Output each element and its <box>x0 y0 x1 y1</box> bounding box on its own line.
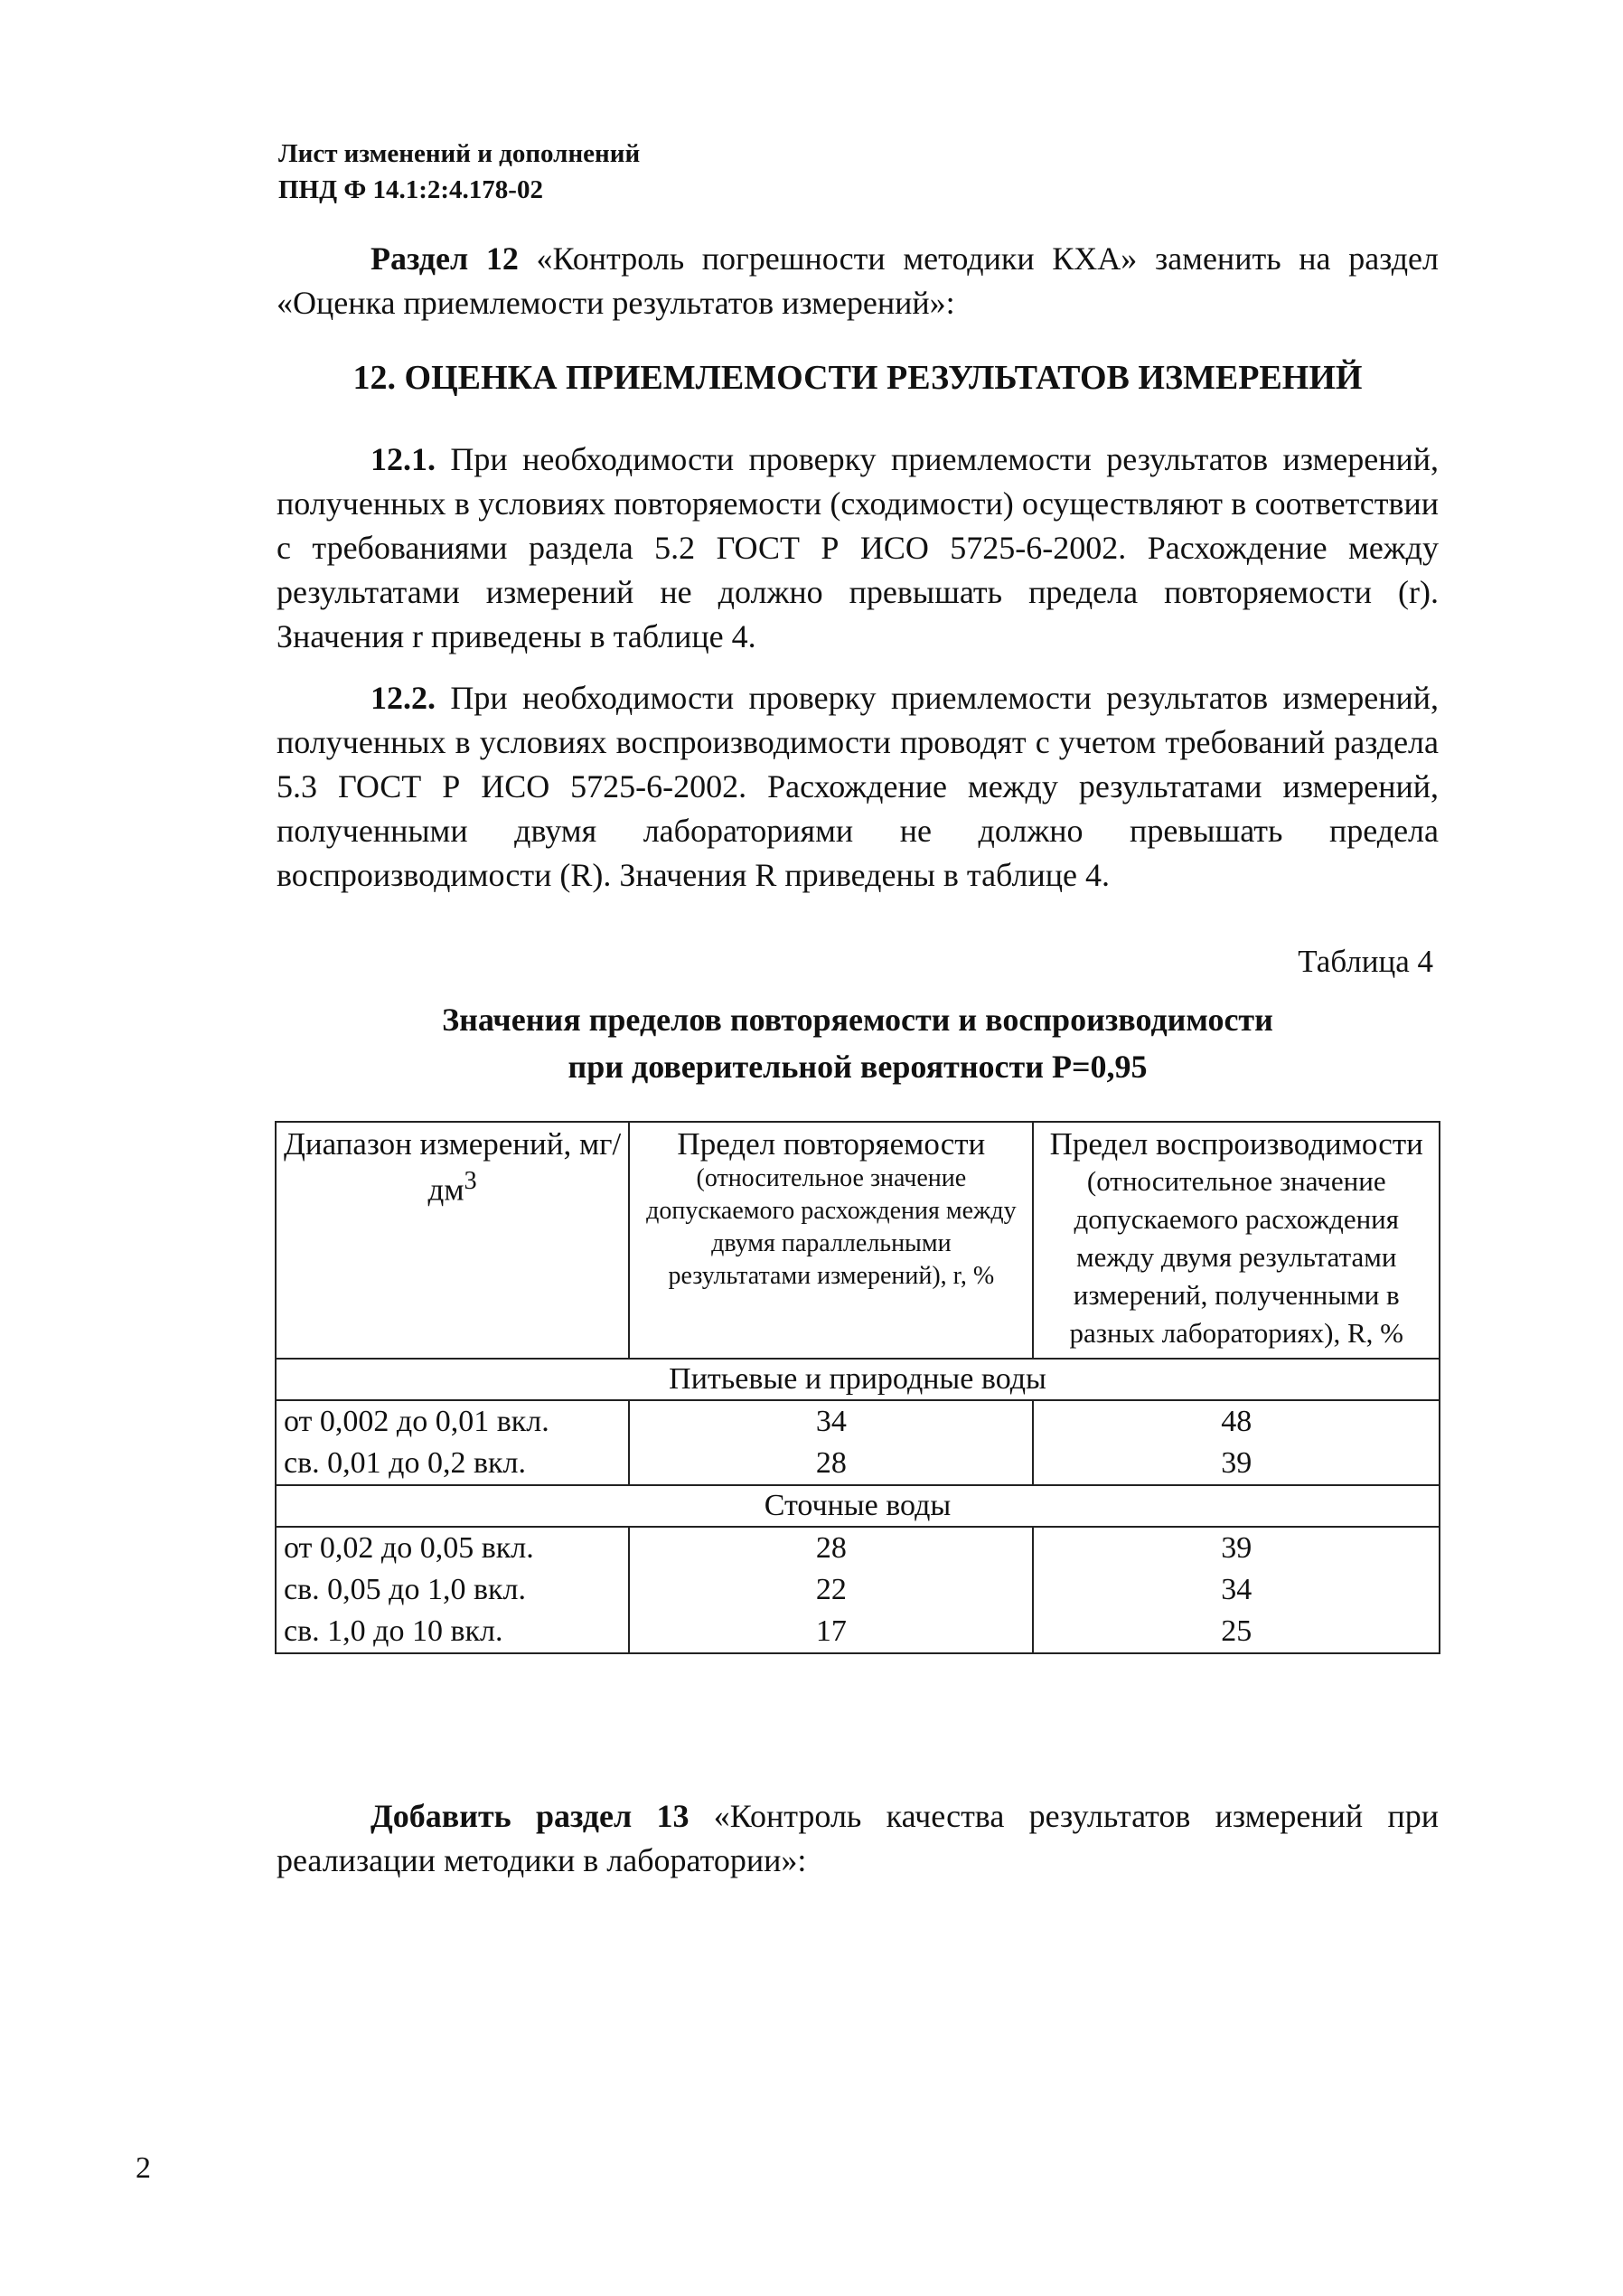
header-repeatability-detail: (относительное значение допускаемого расхождения между двумя параллельными результатами измерений), r, % <box>646 1164 1017 1290</box>
table-row <box>276 1443 1440 1485</box>
header-range-text: Диапазон измерений, мг/дм <box>284 1126 622 1208</box>
intro-paragraph <box>277 237 1439 325</box>
table-title-line-1: Значения пределов повторяемости и воспроизводимости <box>442 1002 1273 1038</box>
addition-section-ref: Добавить раздел 13 <box>371 1798 690 1834</box>
reproducibility-cell: 25 <box>1033 1611 1440 1653</box>
group-drinking-natural-water: Питьевые и природные воды <box>276 1359 1440 1400</box>
addition-paragraph <box>277 1794 1439 1883</box>
intro-text: «Контроль погрешности методики КХА» заменить на раздел «Оценка приемлемости результатов измерений»: <box>277 240 1440 321</box>
reproducibility-cell: 39 <box>1033 1527 1440 1569</box>
paragraph-12-2 <box>277 676 1439 898</box>
header-title: Лист изменений и дополнений <box>278 139 641 168</box>
addition-text: «Контроль качества результатов измерений при реализации методики в лаборатории»: <box>277 1798 1439 1878</box>
header-repeatability-title: Предел повторяемости <box>677 1126 986 1162</box>
header-document-code: ПНД Ф 14.1:2:4.178-02 <box>278 175 543 204</box>
header-range <box>276 1122 629 1359</box>
repeatability-cell: 28 <box>629 1527 1033 1569</box>
group-waste-water: Сточные воды <box>276 1485 1440 1527</box>
range-cell: св. 0,01 до 0,2 вкл. <box>276 1443 629 1485</box>
repeatability-cell: 28 <box>629 1443 1033 1485</box>
table-row <box>276 1400 1440 1443</box>
table-row <box>276 1527 1440 1569</box>
header-range-unit-exponent: 3 <box>464 1167 477 1195</box>
page-number: 2 <box>136 2151 151 2185</box>
paragraph-12-1-number: 12.1. <box>371 441 436 477</box>
paragraph-12-1-text: При необходимости проверку приемлемости результатов измерений, полученных в условиях повторяемости (сходимости) осуществляют в соответствии с требованиями раздела 5.2 ГОСТ Р ИСО 5725-6-2002. Расхождение между результатами измерений не должно превышать предела повторяемости (r). Значения r приведены в таблице 4. <box>277 441 1439 654</box>
reproducibility-cell: 39 <box>1033 1443 1440 1485</box>
table-label: Таблица 4 <box>1298 944 1433 979</box>
intro-section-ref: Раздел 12 <box>371 240 519 277</box>
paragraph-12-1 <box>277 438 1439 659</box>
table-group-row <box>276 1485 1440 1527</box>
table-title <box>277 996 1439 1090</box>
header-reproducibility-detail: (относительное значение допускаемого расхождения между двумя результатами измерений, полученными в разных лабораториях), R, % <box>1069 1165 1403 1349</box>
paragraph-12-2-text: При необходимости проверку приемлемости результатов измерений, полученных в условиях воспроизводимости проводят с учетом требований раздела 5.3 ГОСТ Р ИСО 5725-6-2002. Расхождение между результатами измерений, полученными двумя лабораториями не должно превышать предела воспроизводимости (R). Значения R приведены в таблице 4. <box>277 680 1439 893</box>
reproducibility-cell: 48 <box>1033 1400 1440 1443</box>
limits-table <box>275 1121 1440 1654</box>
reproducibility-cell: 34 <box>1033 1569 1440 1611</box>
table-group-row <box>276 1359 1440 1400</box>
repeatability-cell: 22 <box>629 1569 1033 1611</box>
table-title-line-2: при доверительной вероятности Р=0,95 <box>568 1049 1148 1085</box>
repeatability-cell: 34 <box>629 1400 1033 1443</box>
repeatability-cell: 17 <box>629 1611 1033 1653</box>
paragraph-12-2-number: 12.2. <box>371 680 436 716</box>
header-repeatability <box>629 1122 1033 1359</box>
range-cell: от 0,02 до 0,05 вкл. <box>276 1527 629 1569</box>
table-row <box>276 1611 1440 1653</box>
range-cell: св. 1,0 до 10 вкл. <box>276 1611 629 1653</box>
range-cell: от 0,002 до 0,01 вкл. <box>276 1400 629 1443</box>
header-reproducibility-title: Предел воспроизводимости <box>1049 1126 1423 1162</box>
header-reproducibility <box>1033 1122 1440 1359</box>
table-header-row <box>276 1122 1440 1359</box>
section-title: 12. ОЦЕНКА ПРИЕМЛЕМОСТИ РЕЗУЛЬТАТОВ ИЗМЕРЕНИЙ <box>352 359 1363 397</box>
range-cell: св. 0,05 до 1,0 вкл. <box>276 1569 629 1611</box>
table-row <box>276 1569 1440 1611</box>
document-header <box>278 136 640 208</box>
